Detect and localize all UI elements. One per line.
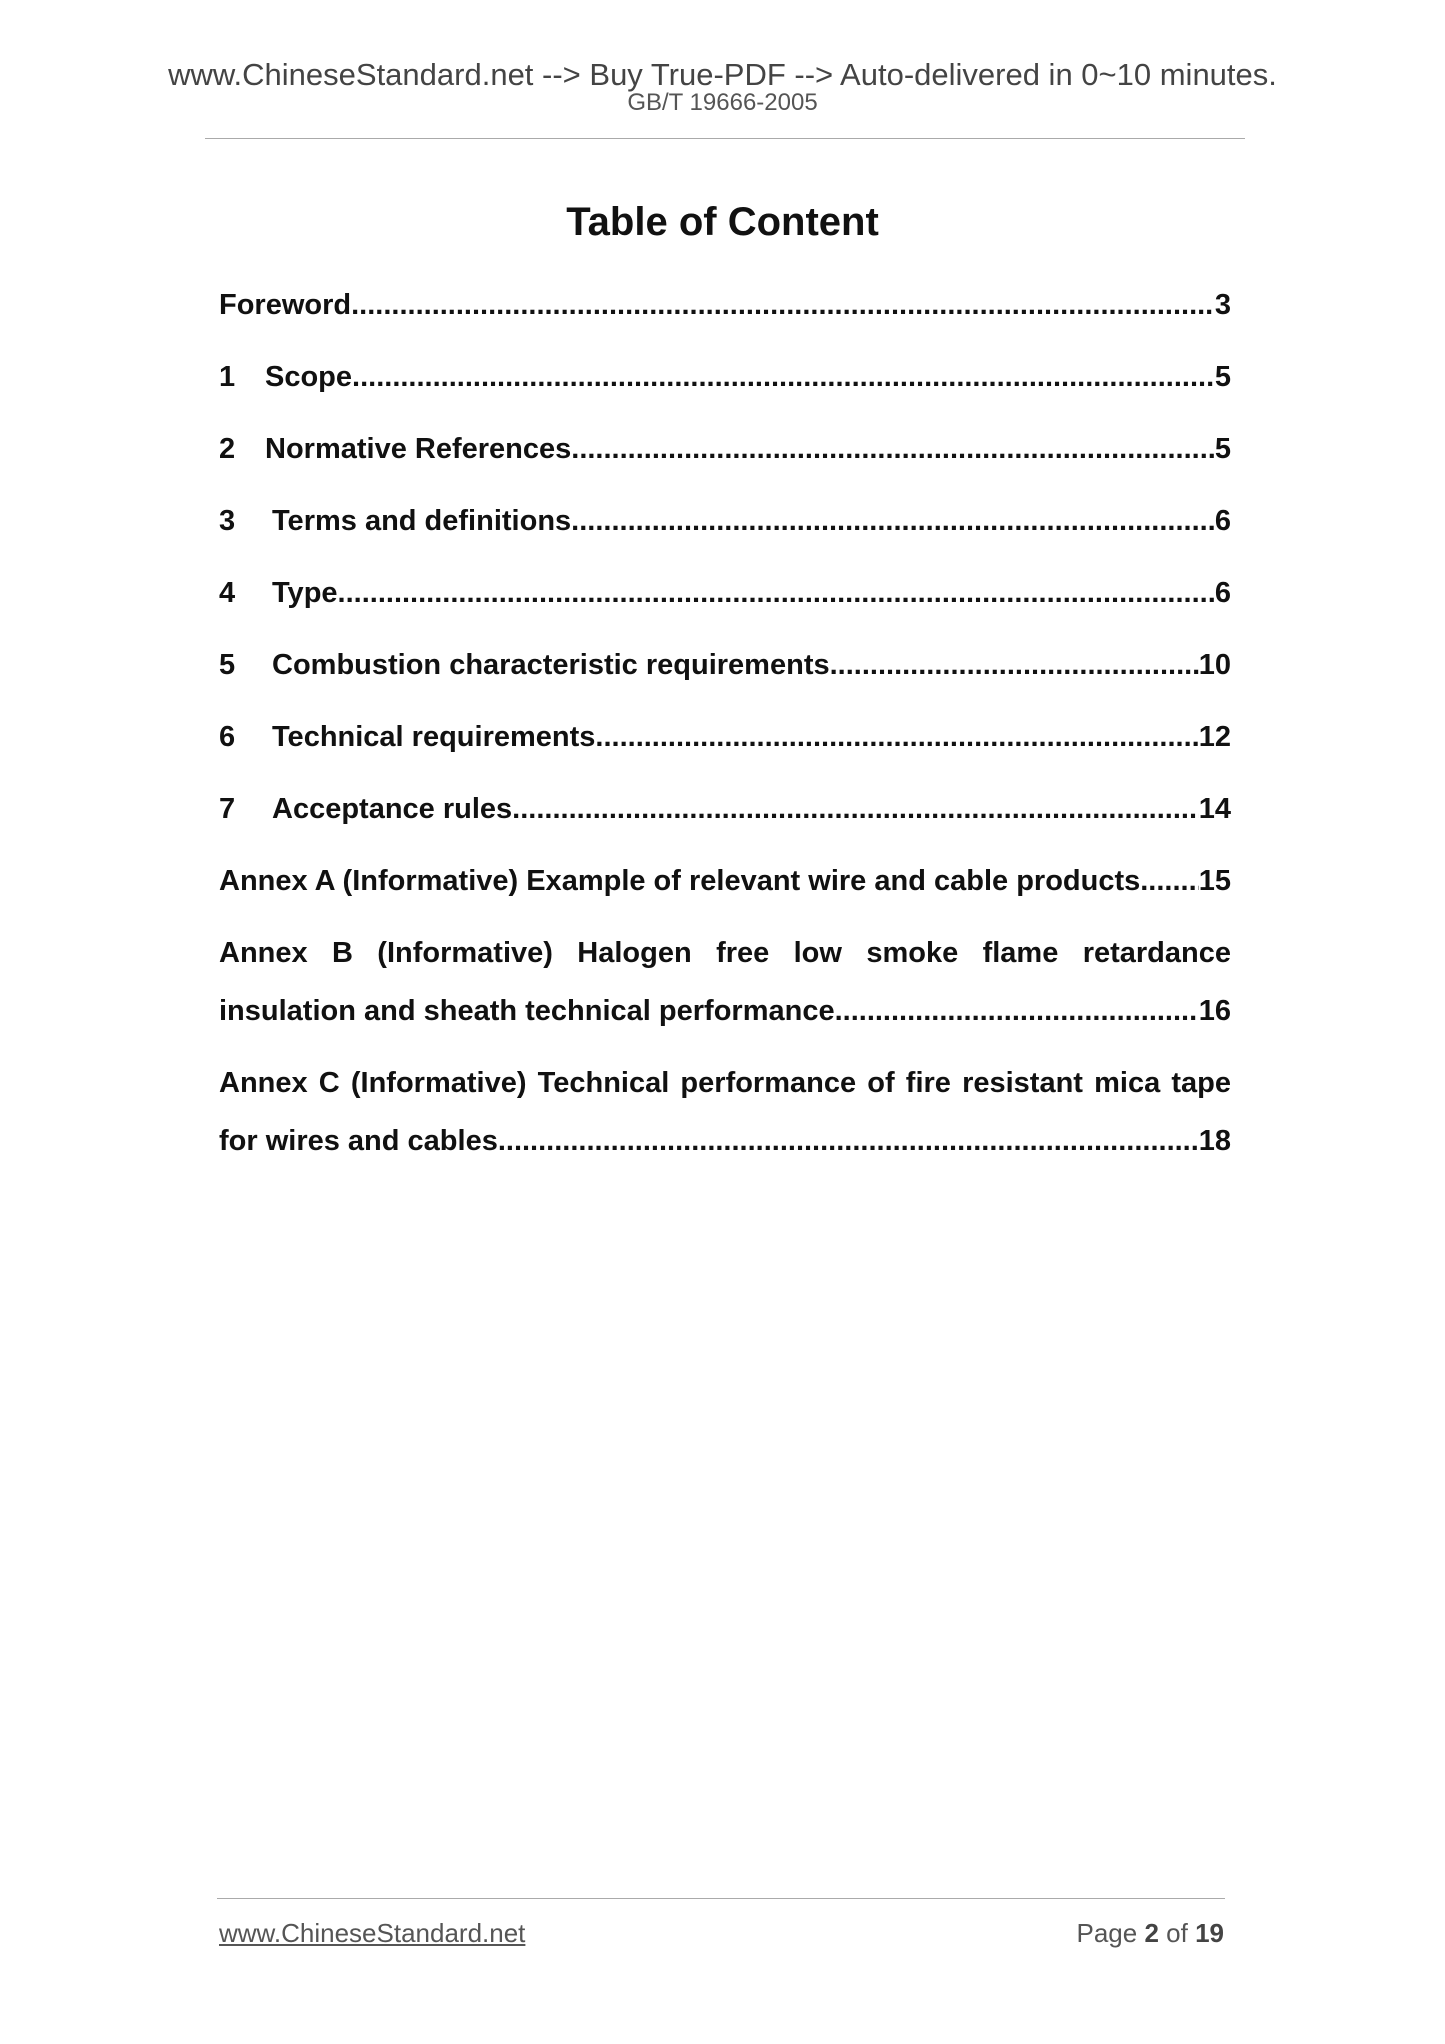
toc-entry-annex-b[interactable] <box>219 936 1231 1028</box>
toc-leader-dots <box>1140 864 1198 898</box>
toc-entry-technical-requirements[interactable] <box>219 720 1231 754</box>
footer-rule <box>217 1898 1225 1899</box>
toc-entry-combustion-characteristic-requirements[interactable] <box>219 648 1231 682</box>
footer-website-link[interactable]: www.ChineseStandard.net <box>219 1918 526 1948</box>
toc-entry-page: 12 <box>1198 721 1231 753</box>
toc-leader-dots <box>571 504 1215 538</box>
toc-entry-number: 7 <box>219 793 236 825</box>
toc-entry-annex-a[interactable] <box>219 864 1231 898</box>
toc-leader-dots <box>830 648 1199 682</box>
toc-entry-label-line1: Annex B (Informative) Halogen free low smoke flame retardance <box>219 937 1231 969</box>
toc-entry-label: Type <box>272 577 338 609</box>
toc-entry-label: Terms and definitions <box>272 505 572 537</box>
toc-entry-label: Scope <box>265 361 353 393</box>
toc-entry-foreword[interactable] <box>219 288 1231 322</box>
toc-entry-label: Normative References <box>265 433 572 465</box>
toc-entry-normative-references[interactable] <box>219 432 1231 466</box>
toc-entry-page: 5 <box>1214 433 1231 465</box>
toc-entry-annex-c[interactable] <box>219 1066 1231 1158</box>
toc-entry-page: 16 <box>1198 995 1231 1027</box>
toc-entry-number: 1 <box>219 361 236 393</box>
header-banner: www.ChineseStandard.net --> Buy True-PDF --> Auto-delivered in 0~10 minutes. <box>168 57 1277 92</box>
toc-leader-dots <box>571 432 1215 466</box>
toc-entry-number: 3 <box>219 505 236 537</box>
toc-leader-dots <box>352 360 1215 394</box>
toc-entry-label: Acceptance rules <box>272 793 513 825</box>
toc-entry-scope[interactable] <box>219 360 1231 394</box>
toc-entry-page: 15 <box>1198 865 1231 897</box>
toc-title: Table of Content <box>566 200 879 244</box>
toc-entry-page: 18 <box>1198 1125 1231 1157</box>
page-prefix: Page <box>1076 1918 1138 1948</box>
toc-entry-page: 14 <box>1198 793 1231 825</box>
page-current: 2 <box>1144 1918 1159 1948</box>
toc-leader-dots <box>338 576 1215 610</box>
toc-entry-number: 4 <box>219 577 236 609</box>
toc-entry-label: insulation and sheath technical performance <box>219 995 835 1027</box>
toc-entry-number: 6 <box>219 721 236 753</box>
toc-entry-label: Foreword <box>219 289 352 321</box>
toc-leader-dots <box>835 994 1199 1028</box>
toc-entry-label: Technical requirements <box>272 721 596 753</box>
toc-leader-dots <box>512 792 1199 826</box>
page-of: of <box>1166 1918 1188 1948</box>
toc-entry-label: Combustion characteristic requirements <box>272 649 830 681</box>
header-rule <box>205 138 1245 139</box>
footer-page-number <box>1070 1918 1224 1948</box>
toc-entry-acceptance-rules[interactable] <box>219 792 1231 826</box>
toc-leader-dots <box>595 720 1198 754</box>
toc-entry-page: 5 <box>1214 361 1231 393</box>
toc-entry-page: 6 <box>1214 505 1231 537</box>
toc-entry-type[interactable] <box>219 576 1231 610</box>
toc-entry-label-line1: Annex C (Informative) Technical performance of fire resistant mica tape <box>219 1067 1231 1099</box>
toc-entry-page: 10 <box>1198 649 1231 681</box>
toc-entry-number: 5 <box>219 649 236 681</box>
toc-entry-page: 6 <box>1214 577 1231 609</box>
toc-leader-dots <box>498 1124 1199 1158</box>
page-total: 19 <box>1195 1918 1224 1948</box>
toc-entry-label: Annex A (Informative) Example of relevant wire and cable products <box>219 865 1141 897</box>
toc-entry-page: 3 <box>1214 289 1231 321</box>
document-code: GB/T 19666-2005 <box>627 89 818 116</box>
toc-entry-terms-and-definitions[interactable] <box>219 504 1231 538</box>
toc-leader-dots <box>351 288 1215 322</box>
toc-entry-label: for wires and cables <box>219 1125 498 1157</box>
toc-entry-number: 2 <box>219 433 236 465</box>
